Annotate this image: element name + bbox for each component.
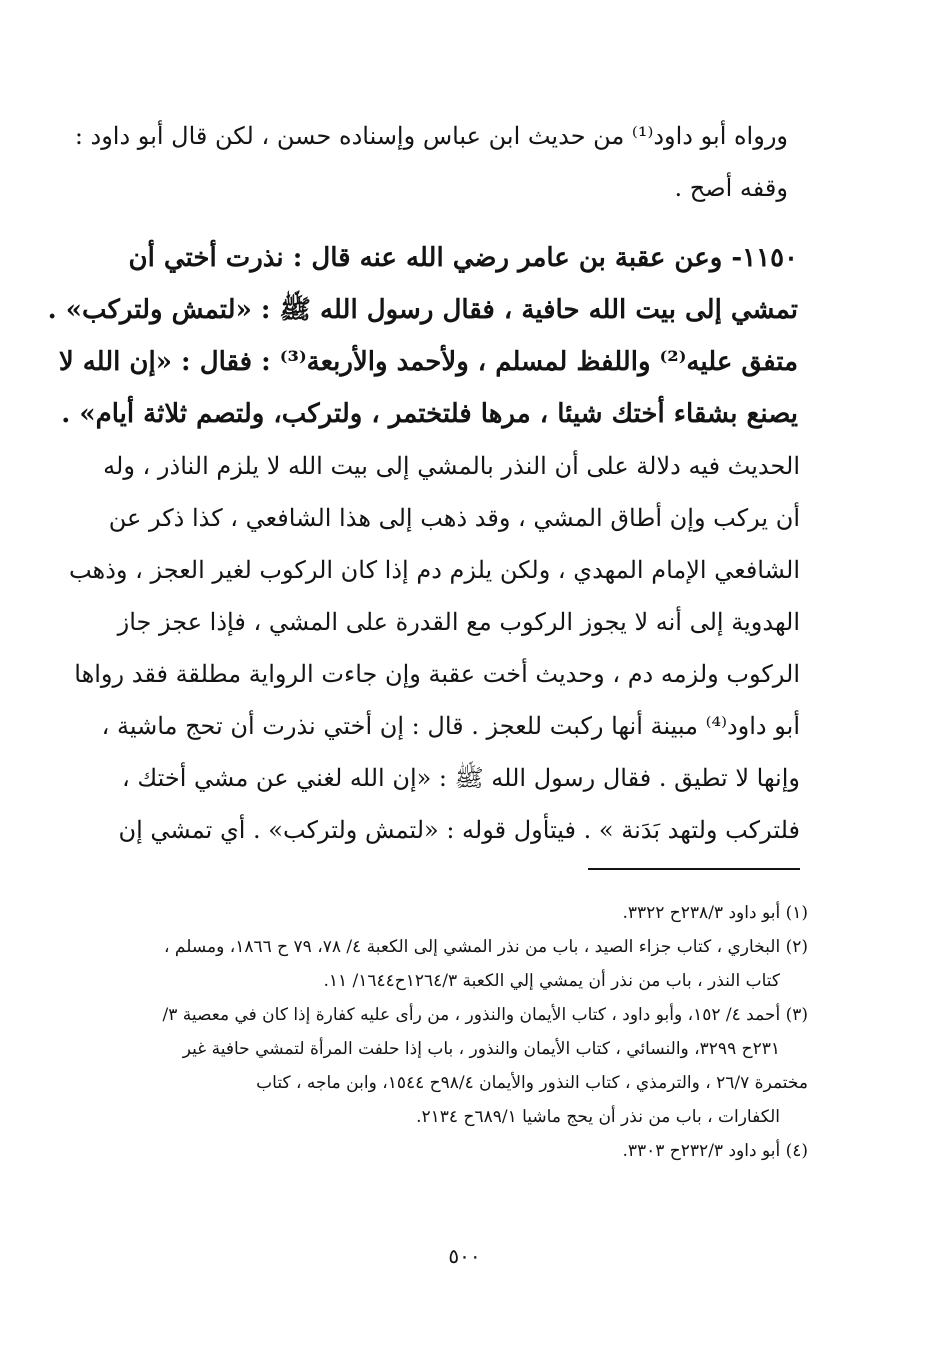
footnote-divider: [588, 868, 800, 870]
footnote-line: (٣) أحمد ٤/ ١٥٢، وأبو داود ، كتاب الأيمان والنذور ، من رأى عليه كفارة إذا كان في معصية ٣/: [162, 1005, 808, 1025]
text-line: الشافعي الإمام المهدي ، ولكن يلزم دم إذا كان الركوب لغير العجز ، وذهب: [68, 556, 800, 584]
text-line: أبو داود⁽⁴⁾ مبينة أنها ركبت للعجز . قال : إن أختي نذرت أن تحج ماشية ،: [101, 712, 800, 740]
footnotes: [118, 896, 808, 1168]
hadith-paragraph: [47, 232, 798, 440]
footnote-line: مختمرة ٢٦/٧ ، والترمذي ، كتاب النذور والأيمان ٩٨/٤ح ١٥٤٤، وابن ماجه ، كتاب: [256, 1073, 808, 1093]
text-line: يصنع بشقاء أختك شيئا ، مرها فلتختمر ، ولتركب، ولتصم ثلاثة أيام» .: [61, 399, 798, 429]
text-line: الحديث فيه دلالة على أن النذر بالمشي إلى بيت الله لا يلزم الناذر ، وله: [103, 452, 800, 480]
text-line: متفق عليه⁽²⁾ واللفظ لمسلم ، ولأحمد والأربعة⁽³⁾ : فقال : «إن الله لا: [58, 347, 798, 377]
footnote-line: الكفارات ، باب من نذر أن يحج ماشيا ٦٨٩/١ح ٢١٣٤.: [416, 1107, 780, 1127]
text-line: وإنها لا تطيق . فقال رسول الله ﷺ : «إن الله لغني عن مشي أختك ،: [122, 764, 800, 792]
footnote-line: ٢٣١ح ٣٢٩٩، والنسائي ، كتاب الأيمان والنذور ، باب إذا حلفت المرأة لتمشي حافية غير: [182, 1039, 780, 1059]
text-line: الهدوية إلى أنه لا يجوز الركوب مع القدرة على المشي ، فإذا عجز جاز: [117, 608, 800, 636]
text-line: أن يركب وإن أطاق المشي ، وقد ذهب إلى هذا الشافعي ، كذا ذكر عن: [108, 504, 800, 532]
text-line: ١١٥٠- وعن عقبة بن عامر رضي الله عنه قال : نذرت أختي أن: [128, 243, 798, 273]
page-number: ٥٠٠: [448, 1244, 481, 1268]
text-line: وقفه أصح .: [674, 174, 788, 202]
text-line: تمشي إلى بيت الله حافية ، فقال رسول الله ﷺ : «لتمش ولتركب» .: [47, 295, 798, 325]
intro-paragraph: [74, 110, 788, 214]
footnote-line: (١) أبو داود ٢٣٨/٣ح ٣٣٢٢.: [622, 903, 808, 923]
text-line: ورواه أبو داود⁽¹⁾ من حديث ابن عباس وإسناده حسن ، لكن قال أبو داود :: [74, 122, 788, 150]
footnote-line: (٤) أبو داود ٢٣٢/٣ح ٣٣٠٣.: [622, 1141, 808, 1161]
text-line: الركوب ولزمه دم ، وحديث أخت عقبة وإن جاءت الرواية مطلقة فقد رواها: [74, 660, 800, 688]
footnote-line: كتاب النذر ، باب من نذر أن يمشي إلي الكعبة ١٢٦٤/٣ح١٦٤٤/ ١١.: [323, 971, 780, 991]
footnote-line: (٢) البخاري ، كتاب جزاء الصيد ، باب من نذر المشي إلى الكعبة ٤/ ٧٨، ٧٩ ح ١٨٦٦، ومسلم ،: [164, 937, 808, 957]
text-line: فلتركب ولتهد بَدَنة » . فيتأول قوله : «لتمش ولتركب» . أي تمشي إن: [118, 816, 800, 844]
commentary-paragraph: [68, 440, 800, 856]
